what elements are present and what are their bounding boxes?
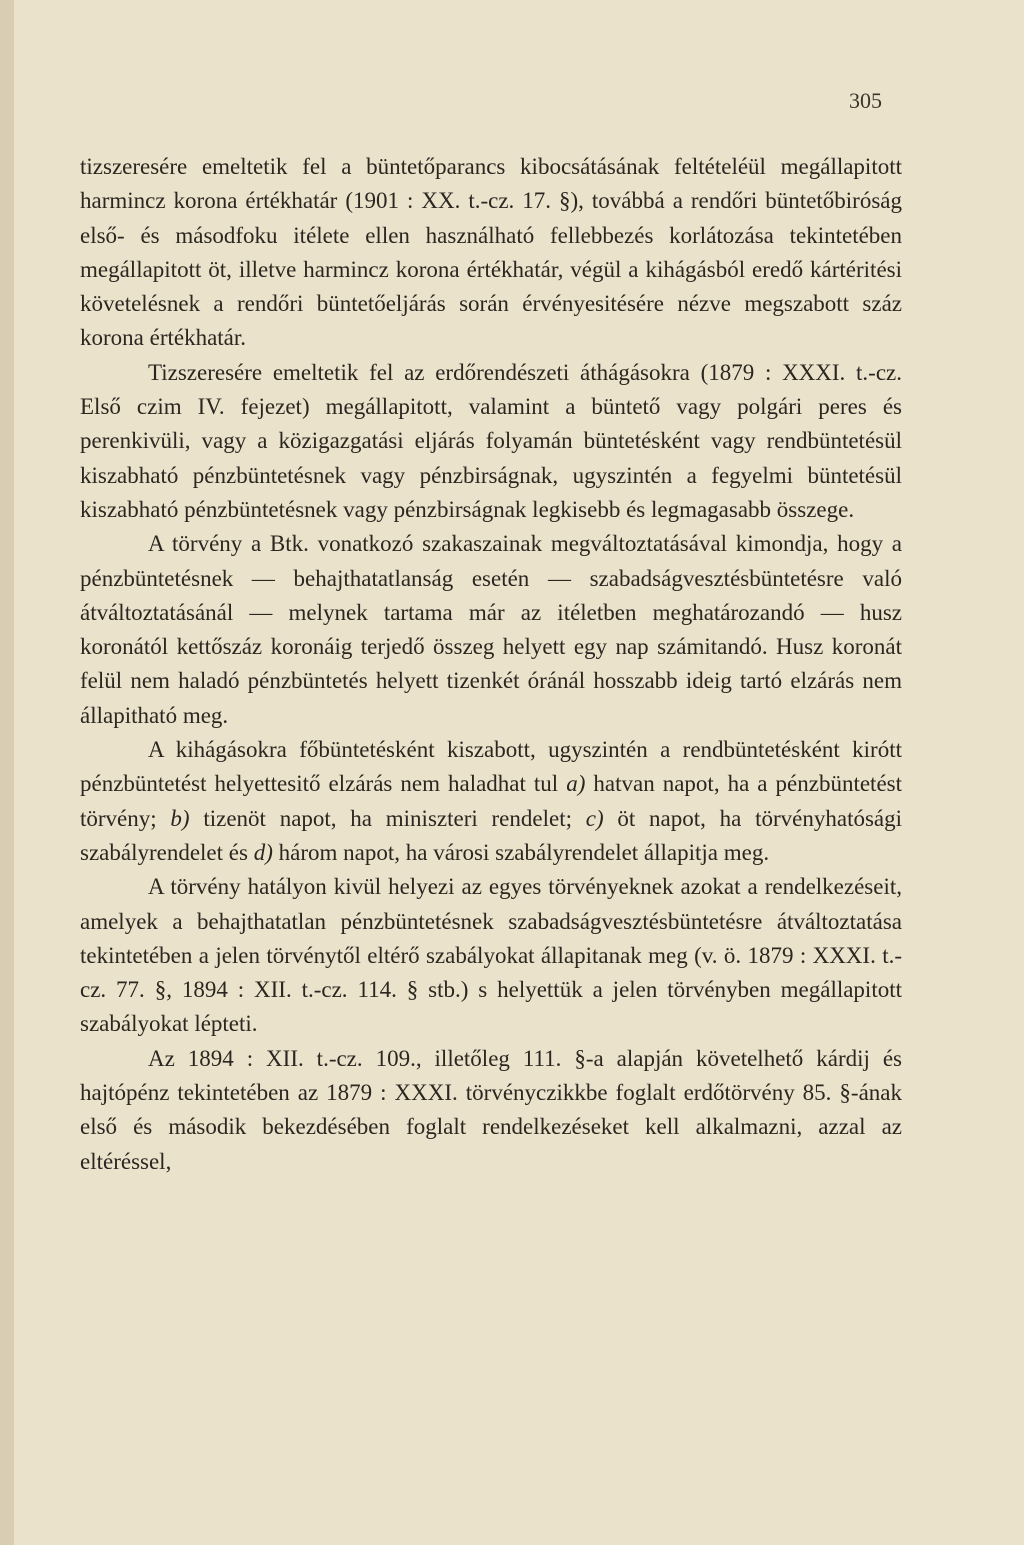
paragraph-text: A törvény hatályon kivül helyezi az egyes törvényeknek azokat a rendelkezéseit, amelyek a behajthatatlan pénzbüntetésnek szabadságvesztésbüntetésre átváltoztatása tekintetében a jelen törvénytől eltérő szabályokat állapitanak meg (v. ö. 1879 : XXXI. t.-cz. 77. §, 1894 : XII. t.-cz. 114. § stb.) s helyettük a jelen törvényben megállapitott szabályokat lépteti. <box>80 874 902 1037</box>
body-text <box>80 150 902 1179</box>
paragraph-text: tizszeresére emeltetik fel a büntetőparancs kibocsátásának feltételéül megállapitott harmincz korona értékhatár (1901 : XX. t.-cz. 17. §), továbbá a rendőri büntetőbiróság első- és másodfoku itélete ellen használható fellebbezés korlátozása tekintetében megállapitott öt, illetve harmincz korona értékhatár, végül a kihágásból eredő kártéritési követelésnek a rendőri büntetőeljárás során érvényesitésére nézve megszabott száz korona értékhatár. <box>80 154 902 351</box>
enumeration-label: c) <box>585 805 604 831</box>
enumeration-label: d) <box>253 839 273 865</box>
paragraph <box>80 870 902 1041</box>
paragraph-text: Tizszeresére emeltetik fel az erdőrendészeti áthágásokra (1879 : XXXI. t.-cz. Első czim IV. fejezet) megállapitott, valamint a büntető vagy polgári peres és perenkivüli, vagy a közigazgatási eljárás folyamán büntetésként vagy rendbüntetésül kiszabható pénzbüntetésnek vagy pénzbirságnak, ugyszintén a fegyelmi büntetésül kiszabható pénzbüntetésnek vagy pénzbirságnak legkisebb és legmagasabb összege. <box>80 359 902 522</box>
paragraph-text: Az 1894 : XII. t.-cz. 109., illetőleg 111. §-a alapján követelhető kárdij és hajtópénz tekintetében az 1879 : XXXI. törvényczikkbe foglalt erdőtörvény 85. §-ának első és második bekezdésében foglalt rendelkezéseket kell alkalmazni, azzal az eltéréssel, <box>80 1045 902 1174</box>
page-binding-edge <box>0 0 14 1545</box>
paragraph <box>80 527 902 733</box>
paragraph-text: három napot, ha városi szabályrendelet állapitja meg. <box>272 839 770 865</box>
paragraph-text: öt napot, ha törvényhatósági szabályrendelet és <box>80 805 903 865</box>
paragraph <box>80 356 902 527</box>
paragraph-text: A kihágásokra főbüntetésként kiszabott, ugyszintén a rendbüntetésként kirótt pénzbüntetést helyettesitő elzárás nem haladhat tul <box>80 737 902 797</box>
paragraph-text: tizenöt napot, ha miniszteri rendelet; <box>189 805 586 831</box>
paragraph <box>80 150 902 356</box>
paragraph <box>80 1042 902 1179</box>
enumeration-label: b) <box>170 805 190 831</box>
page-number: 305 <box>849 88 882 113</box>
paragraph <box>80 733 902 870</box>
enumeration-label: a) <box>566 771 586 797</box>
paragraph-text: A törvény a Btk. vonatkozó szakaszainak megváltoztatásával kimondja, hogy a pénzbüntetésnek — behajthatatlanság esetén — szabadságvesztésbüntetésre való átváltoztatásánál — melynek tartama már az itéletben meghatározandó — husz koronától kettőszáz koronáig terjedő összeg helyett egy nap számitandó. Husz koronát felül nem haladó pénzbüntetés helyett tizenkét óránál hosszabb ideig tartó elzárás nem állapitható meg. <box>80 531 902 728</box>
paragraph-text: hatvan napot, ha a pénzbüntetést törvény; <box>80 771 902 831</box>
